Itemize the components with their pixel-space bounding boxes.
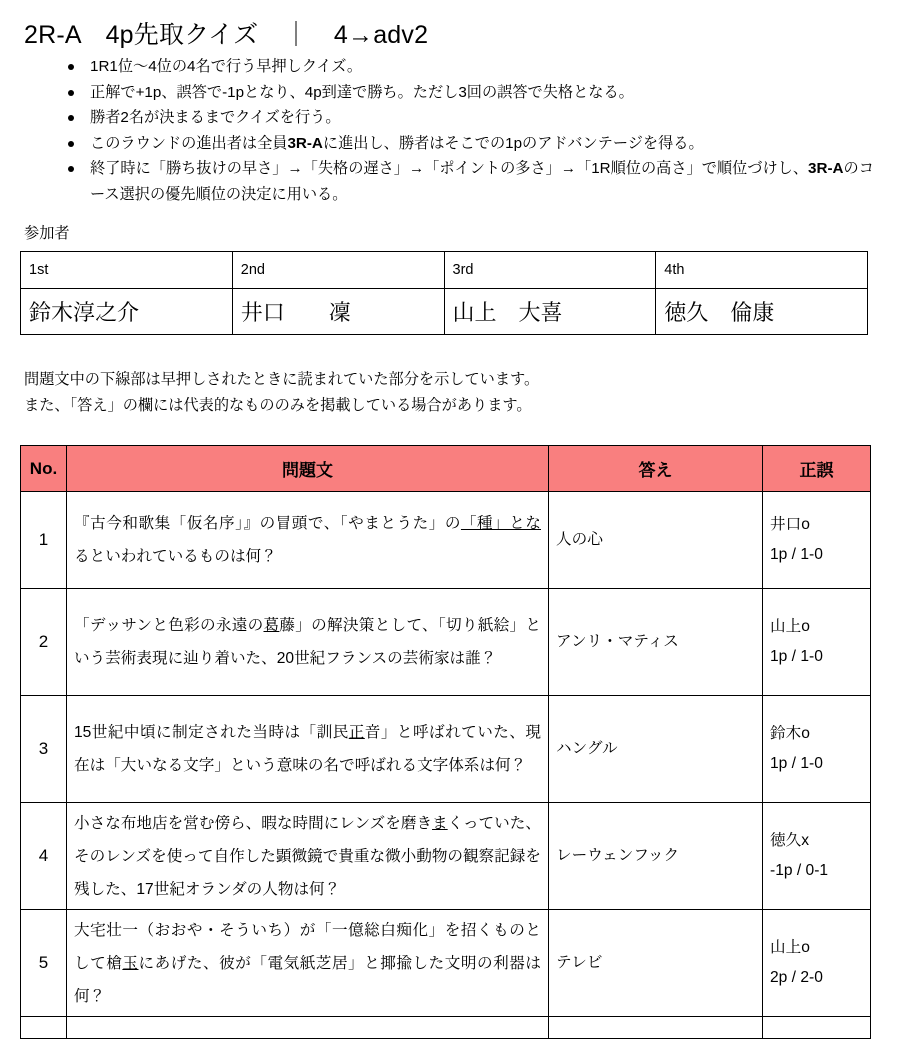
question-number: 1 <box>21 492 67 589</box>
question-number: 2 <box>21 589 67 696</box>
rule-emphasis: 3R-A <box>808 160 844 177</box>
rule-text: 勝者2名が決まるまでクイズを行う。 <box>90 109 341 126</box>
questions-table <box>20 445 871 1039</box>
result-player: 徳久x <box>770 832 809 849</box>
participants-rank-3rd: 3rd <box>444 252 656 289</box>
answer-text: ハングル <box>549 696 763 803</box>
rule-item <box>68 54 885 80</box>
question-underline: 「種」とな <box>460 515 541 532</box>
table-row <box>21 803 871 910</box>
result-cell <box>763 696 871 803</box>
questions-body <box>21 492 871 1039</box>
table-row <box>21 696 871 803</box>
table-row <box>21 492 871 589</box>
note-line-1: 問題文中の下線部は早押しされたときに読まれていた部分を示しています。 <box>24 371 540 388</box>
document-page <box>0 18 905 1042</box>
question-number: 3 <box>21 696 67 803</box>
participant-name-2: 井口 凜 <box>232 289 444 335</box>
table-row <box>21 589 871 696</box>
question-text: 大宅壮一（おおや・そういち）が「一億総白痴化」を招くものとして槍玉にあげた、彼が「電気紙芝居」と揶揄した文明の利器は何？ <box>67 910 549 1017</box>
participants-rank-2nd: 2nd <box>232 252 444 289</box>
question-underline: 葛 <box>263 617 280 634</box>
question-underline: ま <box>432 814 448 832</box>
participants-table <box>20 251 868 335</box>
question-text: 小さな布地店を営む傍ら、暇な時間にレンズを磨きまくっていた、そのレンズを使って自作した顕微鏡で貴重な微小動物の観察記録を残した、17世紀オランダの人物は何？ <box>67 803 549 910</box>
result-score: 1p / 1-0 <box>770 648 823 665</box>
rule-text: 終了時に「勝ち抜けの早さ」→「失格の遅さ」→「ポイントの多さ」→「1R順位の高さ」で順位づけし、 <box>90 160 809 177</box>
answer-text: アンリ・マティス <box>549 589 763 696</box>
result-cell <box>763 803 871 910</box>
question-number: 5 <box>21 910 67 1017</box>
header-answer: 答え <box>549 446 763 492</box>
participants-rank-4th: 4th <box>656 252 868 289</box>
result-score: 2p / 2-0 <box>770 969 823 986</box>
participant-name-4: 徳久 倫康 <box>656 289 868 335</box>
header-no: No. <box>21 446 67 492</box>
result-cell <box>763 492 871 589</box>
rule-item <box>68 80 885 106</box>
page-title: 2R-A 4p先取クイズ ｜ 4→adv2 <box>24 21 429 49</box>
participants-header-row <box>21 252 868 289</box>
question-underline: 正 <box>348 724 365 741</box>
rule-text: このラウンドの進出者は全員 <box>90 134 288 152</box>
participant-name-1: 鈴木淳之介 <box>21 289 233 335</box>
result-score: -1p / 0-1 <box>770 862 829 879</box>
result-player: 鈴木o <box>770 725 810 742</box>
result-cell <box>763 589 871 696</box>
question-text: 15世紀中頃に制定された当時は「訓民正音」と呼ばれていた、現在は「大いなる文字」という意味の名で呼ばれる文字体系は何？ <box>67 696 549 803</box>
answer-text: レーウェンフック <box>549 803 763 910</box>
participant-name-3: 山上 大喜 <box>444 289 656 335</box>
question-number: 4 <box>21 803 67 910</box>
question-text: 『古今和歌集「仮名序」』の冒頭で、「やまとうた」の「種」となるといわれているものは何？ <box>67 492 549 589</box>
question-underline: 玉 <box>122 954 139 972</box>
result-score: 1p / 1-0 <box>770 755 823 772</box>
rule-text: に進出し、勝者はそこでの1pのアドバンテージを得る。 <box>322 134 704 152</box>
rule-item <box>68 131 885 157</box>
rule-text: 正解で+1p、誤答で-1pとなり、4p到達で勝ち。ただし3回の誤答で失格となる。 <box>90 83 634 101</box>
partial-result <box>763 1017 871 1039</box>
partial-question <box>67 1017 549 1039</box>
question-text: 「デッサンと色彩の永遠の葛藤」の解決策として、「切り紙絵」という芸術表現に辿り着いた、20世紀フランスの芸術家は誰？ <box>67 589 549 696</box>
result-cell <box>763 910 871 1017</box>
rule-item <box>68 156 885 207</box>
table-row <box>21 910 871 1017</box>
rules-list <box>20 54 885 207</box>
header-question: 問題文 <box>67 446 549 492</box>
participants-rank-1st: 1st <box>21 252 233 289</box>
answer-text: 人の心 <box>549 492 763 589</box>
result-score: 1p / 1-0 <box>770 546 823 563</box>
answer-text: テレビ <box>549 910 763 1017</box>
rule-text: のコース選択の優先順位の決定に用いる。 <box>90 160 874 203</box>
participants-label: 参加者 <box>24 225 70 242</box>
header-result: 正誤 <box>763 446 871 492</box>
table-row <box>21 1017 871 1039</box>
partial-answer <box>549 1017 763 1039</box>
result-player: 井口o <box>770 516 810 533</box>
questions-header-row <box>21 446 871 492</box>
notes-block <box>24 367 885 419</box>
result-player: 山上o <box>770 939 810 956</box>
result-player: 山上o <box>770 618 810 635</box>
rule-item <box>68 105 885 131</box>
partial-no <box>21 1017 67 1039</box>
rule-text: 1R1位〜4位の4名で行う早押しクイズ。 <box>90 58 363 75</box>
note-line-2: また、「答え」の欄には代表的なもののみを掲載している場合があります。 <box>24 397 532 414</box>
rule-emphasis: 3R-A <box>287 134 323 152</box>
participants-name-row <box>21 289 868 335</box>
